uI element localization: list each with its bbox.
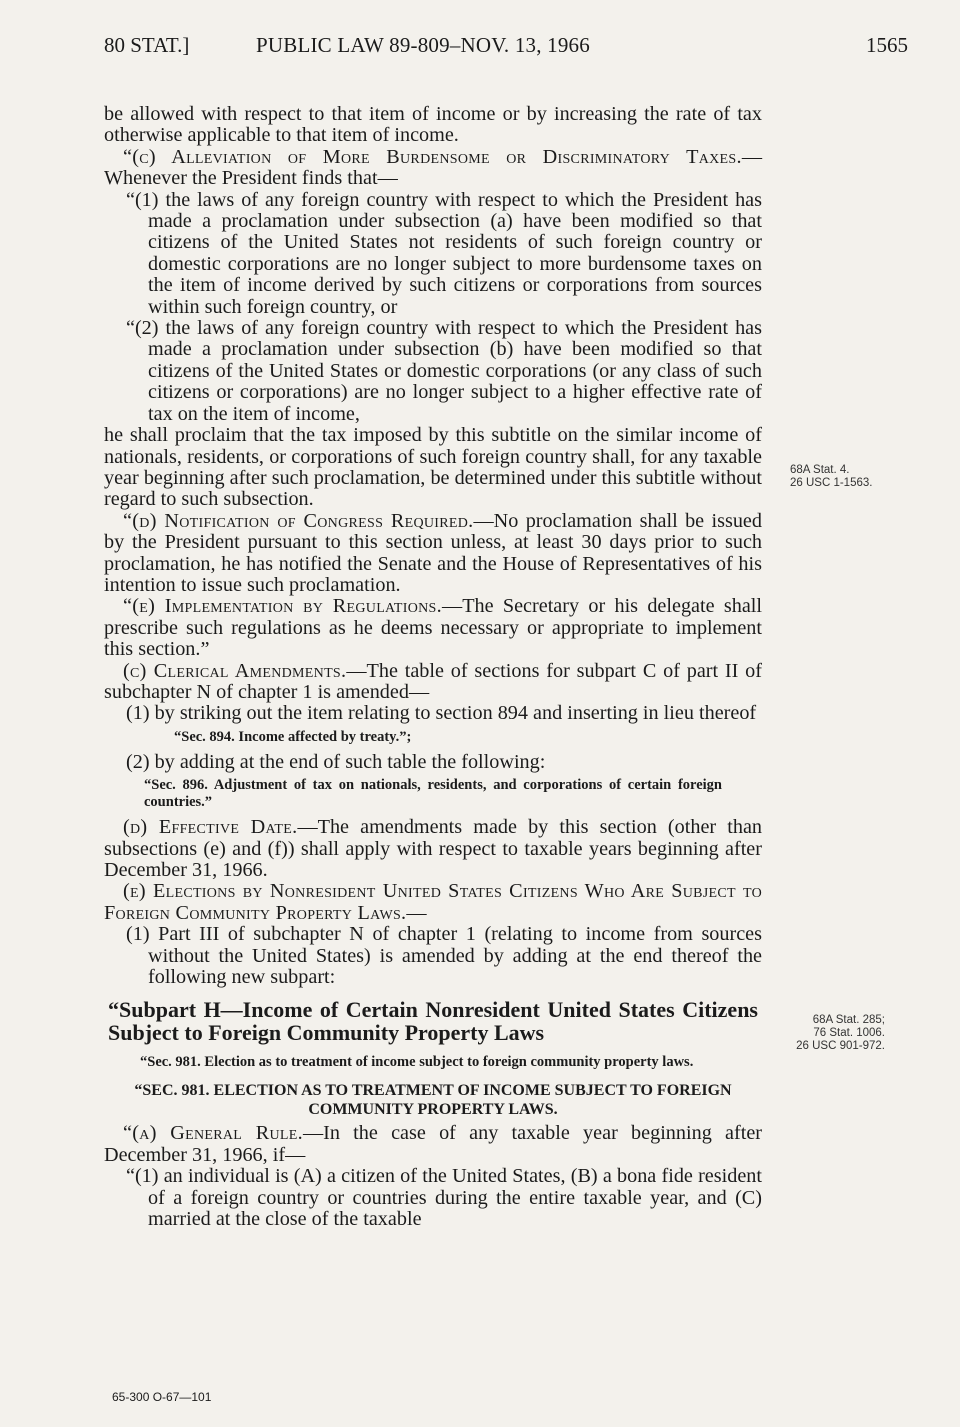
elections-text: —	[406, 901, 427, 924]
margin-citation-2-line-2: 76 Stat. 1006.	[813, 1027, 885, 1039]
subsection-e-text: —The Secretary or his delegate shall prescribe such regulations as he deems necessary or appropriate to implement this section.”	[104, 595, 762, 661]
margin-citation-2	[775, 1014, 885, 1053]
effective-date-text: —The amendments made by this section (other than subsections (e) and (f)) shall apply with respect to taxable years beginning after December 31, 1966.	[104, 816, 762, 881]
effective-date-heading: (d) Effective Date.	[123, 816, 298, 839]
subsection-e-heading: “(e) Implementation by Regulations.	[123, 595, 442, 618]
table-entry-sec-894: “Sec. 894. Income affected by treaty.”;	[174, 728, 412, 745]
subsection-c-text: —Whenever the President finds that—	[104, 145, 762, 190]
clerical-item-2: (2) by adding at the end of such table the following:	[126, 750, 546, 773]
header-title: PUBLIC LAW 89-809–NOV. 13, 1966	[256, 33, 590, 57]
subsection-d-text: —No proclamation shall be issued by the President pursuant to this section unless, at least 30 days prior to such proclamation, he has notified the Senate and the House of Representatives of his intention to issue such proclamation.	[104, 509, 762, 596]
subsection-d-heading: “(d) Notification of Congress Required.	[123, 509, 474, 532]
margin-citation-1-line-1: 68A Stat. 4.	[790, 464, 850, 476]
general-rule-item-1: “(1) an individual is (A) a citizen of the United States, (B) a bona fide resident of a foreign country or countries during the entire taxable year, and (C) married at the close of the taxable	[126, 1165, 762, 1231]
page-number: 1565	[866, 33, 908, 57]
general-rule-heading: “(a) General Rule.	[123, 1122, 303, 1145]
margin-citation-2-line-3: 26 USC 901-972.	[796, 1040, 885, 1052]
running-header	[104, 33, 908, 73]
table-entry-sec-896: “Sec. 896. Adjustment of tax on nationals, residents, and corporations of certain foreign countries.”	[144, 777, 722, 811]
general-rule	[104, 1123, 762, 1166]
section-981-heading: “SEC. 981. ELECTION AS TO TREATMENT OF INCOME SUBJECT TO FOREIGN COMMUNITY PROPERTY LAWS.	[134, 1082, 732, 1119]
clerical-amendments-text: —The table of sections for subpart C of part II of subchapter N of chapter 1 is amended—	[104, 659, 762, 703]
general-rule-text: —In the case of any taxable year beginning after December 31, 1966, if—	[104, 1122, 763, 1166]
print-job-footer: 65-300 O-67—101	[112, 1390, 212, 1404]
elections-item-1: (1) Part III of subchapter N of chapter 1 (relating to income from sources without the United States) is amended by adding at the end thereof the following new subpart:	[126, 923, 762, 989]
clerical-amendments-heading: (c) Clerical Amendments.	[123, 659, 347, 682]
subsection-e	[104, 596, 762, 660]
subsection-c-2: “(2) the laws of any foreign country with respect to which the President has made a proclamation under subsection (b) have been modified so that citizens of the United States or domestic corporations (or any class of such citizens or corporations) are no longer subject to a higher effective rate of tax on the item of income,	[126, 317, 762, 425]
subsection-c-heading: “(c) Alleviation of More Burdensome or Discriminatory Taxes.	[123, 145, 742, 168]
subsection-c-1: “(1) the laws of any foreign country with respect to which the President has made a proclamation under subsection (a) have been modified so that citizens of the United States not residents of such foreign country or domestic corporations are no longer subject to more burdensome taxes on the item of income derived by such citizens or corporations from sources within such foreign country, or	[126, 188, 762, 318]
margin-citation-1-line-2: 26 USC 1-1563.	[790, 477, 873, 489]
subpart-h-title: “Subpart H—Income of Certain Nonresident United States Citizens Subject to Foreign Community Property Laws	[108, 997, 758, 1046]
clerical-item-1: (1) by striking out the item relating to section 894 and inserting in lieu thereof	[126, 702, 757, 725]
clerical-amendments	[104, 661, 762, 704]
statute-volume: 80 STAT.]	[104, 33, 190, 57]
elections-section	[104, 881, 762, 924]
table-entry-sec-981: “Sec. 981. Election as to treatment of income subject to foreign community property laws.	[140, 1054, 694, 1071]
subsection-c-tail: he shall proclaim that the tax imposed by this subtitle on the similar income of nationals, residents, or corporations of such foreign country shall, for any taxable year beginning after such proclamation, be determined under this subtitle without regard to such subsection.	[104, 424, 762, 511]
elections-heading: (e) Elections by Nonresident United States Citizens Who Are Subject to Foreign Community Property Laws.	[104, 880, 762, 924]
effective-date	[104, 817, 762, 881]
subsection-d	[104, 511, 762, 597]
page-body	[104, 104, 762, 1230]
paragraph-continued: be allowed with respect to that item of income or by increasing the rate of tax otherwise applicable to that item of income.	[104, 103, 762, 147]
subsection-c	[104, 147, 762, 190]
margin-citation-2-line-1: 68A Stat. 285;	[812, 1014, 885, 1026]
margin-citation-1	[790, 464, 872, 490]
